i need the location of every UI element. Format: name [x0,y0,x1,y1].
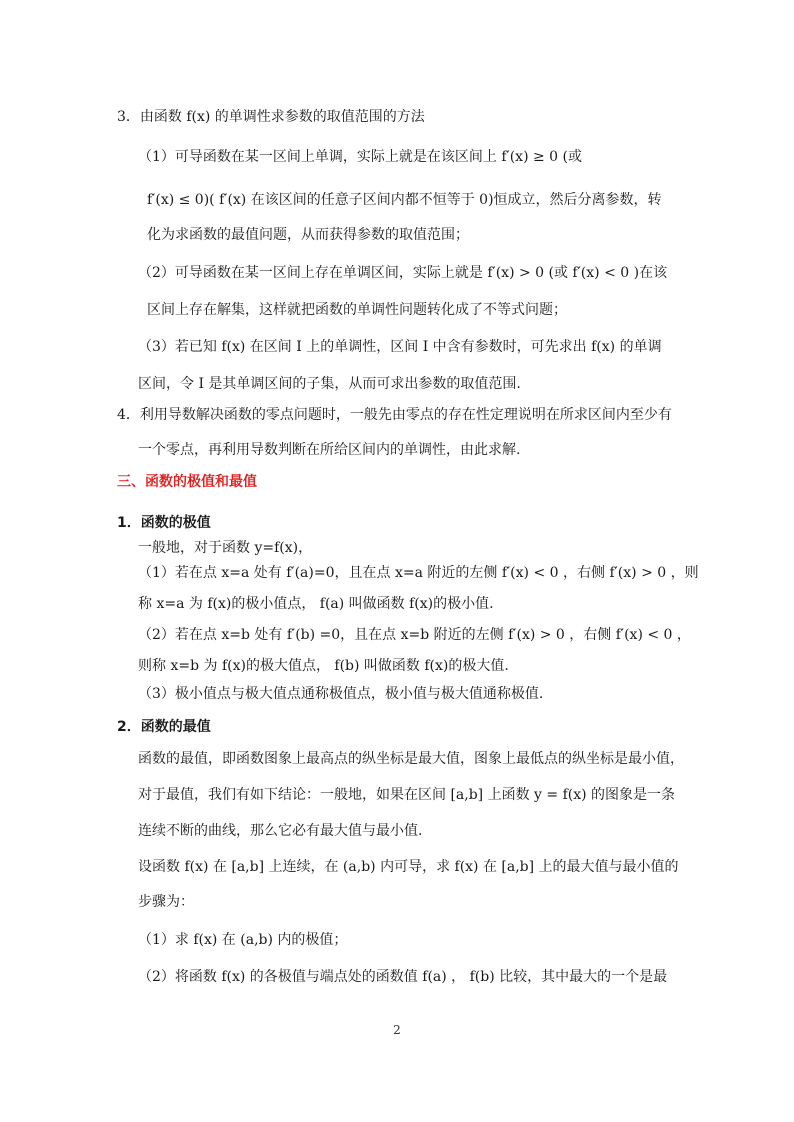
chapter-heading-extrema: 三、函数的极值和最值 [117,474,257,490]
section-4-line1: 4．利用导数解决函数的零点问题时，一般先由零点的存在性定理说明在所求区间内至少有 [117,407,672,423]
page-number: 2 [393,1023,401,1037]
steps-intro-line2: 步骤为： [138,894,194,910]
extrema-1-line1: （1）若在点 x=a 处有 f′(a)=0，且在点 x=a 附近的左侧 f′(x) < 0 ，右侧 f′(x) > 0 ，则 [138,565,699,581]
paragraph-3-3-line1: （3）若已知 f(x) 在区间 I 上的单调性，区间 I 中含有参数时，可先求出 f(x) 的单调 [138,339,662,355]
extrema-intro: 一般地，对于函数 y=f(x)， [138,540,313,556]
extrema-1-line2: 称 x=a 为 f(x)的极小值点， f(a) 叫做函数 f(x)的极小值. [138,596,494,612]
paragraph-3-1-line3: 化为求函数的最值问题，从而获得参数的取值范围； [147,227,469,243]
subheading-local-extrema: 1．函数的极值 [117,515,211,531]
extrema-3: （3）极小值点与极大值点通称极值点，极小值与极大值通称极值. [138,686,544,702]
step-2-line1: （2）将函数 f(x) 的各极值与端点处的函数值 f(a) ， f(b) 比较，其中最大的一个是最 [138,969,668,985]
step-1: （1）求 f(x) 在 (a,b) 内的极值； [138,932,348,948]
paragraph-3-3-line2: 区间，令 I 是其单调区间的子集，从而可求出参数的取值范围. [138,376,521,392]
paragraph-3-1-line1: （1）可导函数在某一区间上单调，实际上就是在该区间上 f′(x) ≥ 0 (或 [138,149,582,165]
subheading-max-min: 2．函数的最值 [117,719,211,735]
section-3-title: 3．由函数 f(x) 的单调性求参数的取值范围的方法 [117,109,425,125]
paragraph-3-2-line1: （2）可导函数在某一区间上存在单调区间，实际上就是 f′(x) > 0 (或 f′(x) < 0 )在该 [138,265,668,281]
maxmin-line1: 函数的最值，即函数图象上最高点的纵坐标是最大值，图象上最低点的纵坐标是最小值， [138,751,684,767]
extrema-2-line1: （2）若在点 x=b 处有 f′(b) =0，且在点 x=b 附近的左侧 f′(x) > 0 ，右侧 f′(x) < 0 ， [138,627,691,643]
maxmin-line2: 对于最值，我们有如下结论：一般地，如果在区间 [a,b] 上函数 y = f(x) 的图象是一条 [138,787,676,803]
section-4-line2: 一个零点，再利用导数判断在所给区间内的单调性，由此求解. [138,442,521,458]
extrema-2-line2: 则称 x=b 为 f(x)的极大值点， f(b) 叫做函数 f(x)的极大值. [138,658,509,674]
paragraph-3-2-line2: 区间上存在解集，这样就把函数的单调性问题转化成了不等式问题； [147,302,567,318]
maxmin-line3: 连续不断的曲线，那么它必有最大值与最小值. [138,823,423,839]
steps-intro-line1: 设函数 f(x) 在 [a,b] 上连续，在 (a,b) 内可导，求 f(x) 在 [a,b] 上的最大值与最小值的 [138,859,679,875]
paragraph-3-1-line2: f′(x) ≤ 0)( f′(x) 在该区间的任意子区间内都不恒等于 0)恒成立，然后分离参数，转 [147,192,662,208]
